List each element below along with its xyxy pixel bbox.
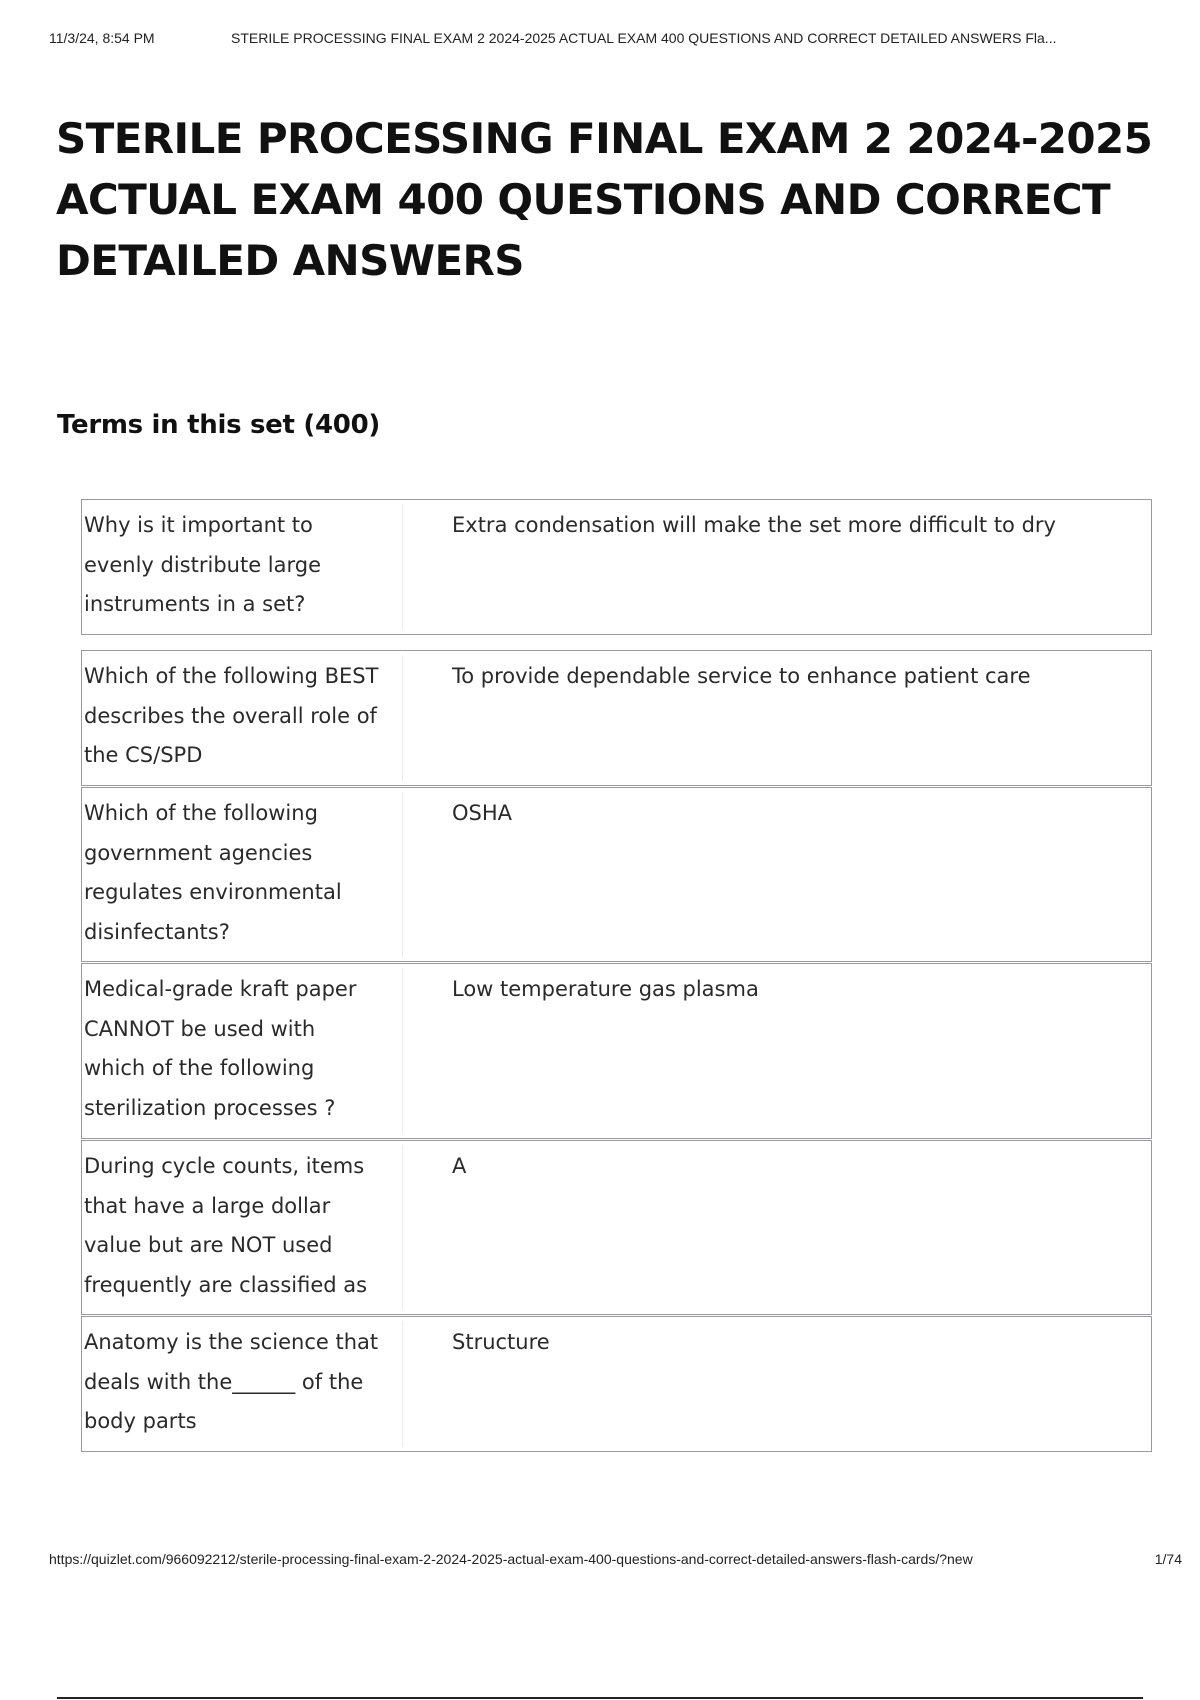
flashcard xyxy=(81,787,1152,962)
flashcard-divider xyxy=(402,792,403,957)
page-number: 1/74 xyxy=(1154,1551,1182,1567)
flashcard xyxy=(81,963,1152,1139)
flashcard-definition: A xyxy=(452,1154,467,1178)
flashcard-definition: Extra condensation will make the set more difficult to dry xyxy=(452,513,1056,537)
flashcard-term: Which of the following government agencies regulates environmental disinfectants? xyxy=(84,801,342,944)
flashcard-definition: Low temperature gas plasma xyxy=(452,977,759,1001)
flashcard-term: Medical-grade kraft paper CANNOT be used with which of the following sterilization processes ? xyxy=(84,977,357,1120)
flashcard-term: Why is it important to evenly distribute large instruments in a set? xyxy=(84,513,322,616)
flashcard-divider xyxy=(402,968,403,1134)
flashcard-divider xyxy=(402,1321,403,1447)
print-header-title: STERILE PROCESSING FINAL EXAM 2 2024-2025 ACTUAL EXAM 400 QUESTIONS AND CORRECT DETAILED ANSWERS Fla... xyxy=(231,30,1057,46)
page-title: STERILE PROCESSING FINAL EXAM 2 2024-2025 ACTUAL EXAM 400 QUESTIONS AND CORRECT DETAILED ANSWERS xyxy=(56,114,1153,285)
flashcard xyxy=(81,1316,1152,1452)
terms-heading: Terms in this set (400) xyxy=(57,410,380,440)
page-bottom-rule xyxy=(57,1697,1143,1699)
flashcard-divider xyxy=(402,1145,403,1310)
print-date: 11/3/24, 8:54 PM xyxy=(49,30,155,46)
print-footer-url: https://quizlet.com/966092212/sterile-processing-final-exam-2-2024-2025-actual-exam-400-questions-and-correct-detailed-answers-flash-cards/?new xyxy=(49,1551,973,1567)
flashcard-definition: To provide dependable service to enhance patient care xyxy=(452,664,1031,688)
flashcard-divider xyxy=(402,655,403,781)
print-footer xyxy=(49,1551,1182,1571)
flashcard-definition: Structure xyxy=(452,1330,550,1354)
flashcard xyxy=(81,499,1152,635)
flashcard-divider xyxy=(402,504,403,630)
print-header xyxy=(49,30,1182,50)
flashcard-definition: OSHA xyxy=(452,801,513,825)
flashcard-term: Which of the following BEST describes the overall role of the CS/SPD xyxy=(84,664,379,767)
flashcard xyxy=(81,650,1152,786)
flashcard-term: Anatomy is the science that deals with the______ of the body parts xyxy=(84,1330,379,1433)
flashcard xyxy=(81,1140,1152,1315)
flashcard-term: During cycle counts, items that have a large dollar value but are NOT used frequently are classified as xyxy=(84,1154,368,1297)
